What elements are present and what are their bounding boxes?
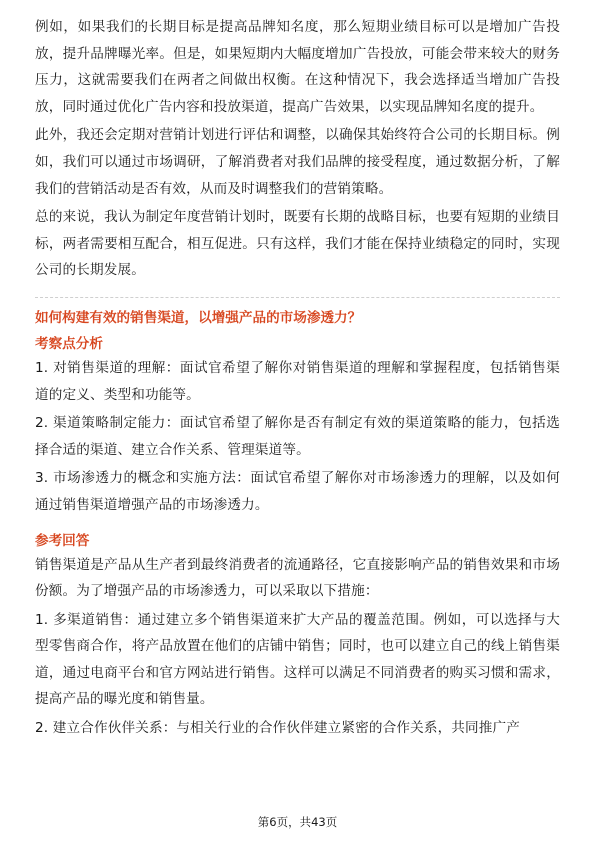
answer-paragraph: 1. 多渠道销售：通过建立多个销售渠道来扩大产品的覆盖范围。例如，可以选择与大型零售商合作，将产品放置在他们的店铺中销售；同时，也可以建立自己的线上销售渠道，通过电商平台和官方网站进行销售。这样可以满足不同消费者的购买习惯和需求，提高产品的曝光度和销售量。 xyxy=(35,611,560,708)
answer-heading: 参考回答 xyxy=(35,532,90,549)
answer-paragraph: 销售渠道是产品从生产者到最终消费者的流通路径，它直接影响产品的销售效果和市场份额。为了增强产品的市场渗透力，可以采取以下措施： xyxy=(35,556,560,600)
analysis-item: 1. 对销售渠道的理解：面试官希望了解你对销售渠道的理解和掌握程度，包括销售渠道的定义、类型和功能等。 xyxy=(35,359,560,403)
section-divider xyxy=(35,297,560,298)
page-number-footer: 第6页，共43页 xyxy=(257,815,338,829)
intro-paragraph: 此外，我还会定期对营销计划进行评估和调整，以确保其始终符合公司的长期目标。例如，我们可以通过市场调研，了解消费者对我们品牌的接受程度，通过数据分析，了解我们的营销活动是否有效，从而及时调整我们的营销策略。 xyxy=(35,127,560,197)
analysis-item: 2. 渠道策略制定能力：面试官希望了解你是否有制定有效的渠道策略的能力，包括选择合适的渠道、建立合作关系、管理渠道等。 xyxy=(35,415,560,458)
intro-paragraph: 例如，如果我们的长期目标是提高品牌知名度，那么短期业绩目标可以是增加广告投放，提升品牌曝光率。但是，如果短期内大幅度增加广告投放，可能会带来较大的财务压力，这就需要我们在两者之间做出权衡。在这种情况下，我会选择适当增加广告投放，同时通过优化广告内容和投放渠道，提高广告效果，以实现品牌知名度的提升。 xyxy=(35,19,560,115)
intro-paragraph: 总的来说，我认为制定年度营销计划时，既要有长期的战略目标，也要有短期的业绩目标，两者需要相互配合，相互促进。只有这样，我们才能在保持业绩稳定的同时，实现公司的长期发展。 xyxy=(35,209,560,279)
question-title: 如何构建有效的销售渠道，以增强产品的市场渗透力？ xyxy=(35,309,362,326)
analysis-heading: 考察点分析 xyxy=(35,335,103,352)
document-page xyxy=(35,14,560,742)
analysis-item: 3. 市场渗透力的概念和实施方法：面试官希望了解你对市场渗透力的理解，以及如何通过销售渠道增强产品的市场渗透力。 xyxy=(35,470,560,513)
answer-paragraph: 2. 建立合作伙伴关系：与相关行业的合作伙伴建立紧密的合作关系，共同推广产 xyxy=(35,720,521,737)
